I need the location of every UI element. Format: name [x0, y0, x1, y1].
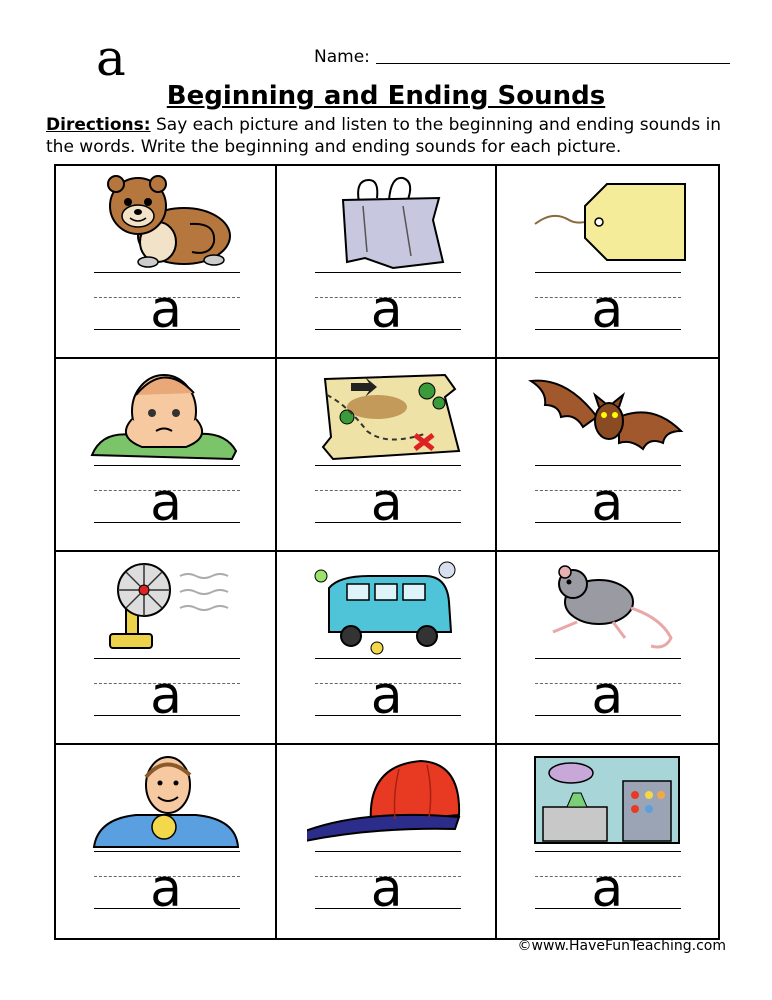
bat-icon: [527, 365, 687, 463]
writing-line-top[interactable]: [315, 272, 461, 273]
page-title: Beginning and Ending Sounds: [166, 81, 606, 111]
picture-cell: [497, 359, 718, 552]
man-icon: [86, 751, 246, 849]
picture-cell: [56, 359, 277, 552]
fan-icon: [86, 558, 246, 656]
writing-line-top[interactable]: [315, 658, 461, 659]
vowel-letter: a: [150, 473, 182, 533]
vowel-letter: a: [591, 280, 624, 340]
vowel-letter: a: [150, 859, 182, 919]
writing-line-top[interactable]: [535, 851, 681, 852]
vowel-letter: a: [591, 859, 624, 919]
writing-line-top[interactable]: [94, 851, 240, 852]
van-icon: [307, 558, 467, 656]
picture-grid: [54, 164, 720, 940]
vowel-letter: a: [150, 666, 182, 726]
writing-line-top[interactable]: [94, 465, 240, 466]
bag-icon: [307, 172, 467, 270]
picture-cell: [277, 552, 498, 745]
tag-icon: [527, 172, 687, 270]
directions-text: Say each picture and listen to the beginning and ending sounds in the words. Write the beginning and ending sounds for each picture.: [46, 115, 722, 157]
lab-icon: [527, 751, 687, 849]
map-icon: [307, 365, 467, 463]
picture-cell: [497, 745, 718, 938]
writing-line-top[interactable]: [94, 658, 240, 659]
vowel-letter: a: [370, 666, 403, 726]
picture-cell: [56, 552, 277, 745]
name-blank-line[interactable]: [376, 47, 730, 64]
cap-icon: [307, 751, 467, 849]
hamster-icon: [86, 172, 246, 270]
footer-credit: ©www.HaveFunTeaching.com: [517, 938, 726, 954]
writing-line-top[interactable]: [315, 851, 461, 852]
picture-cell: [277, 359, 498, 552]
name-label: Name:: [314, 47, 370, 67]
vowel-letter: a: [370, 473, 403, 533]
directions: [46, 114, 736, 158]
picture-cell: [277, 745, 498, 938]
writing-line-top[interactable]: [535, 658, 681, 659]
vowel-letter: a: [370, 859, 403, 919]
writing-line-top[interactable]: [535, 465, 681, 466]
writing-line-top[interactable]: [315, 465, 461, 466]
vowel-letter: a: [150, 280, 182, 340]
vowel-letter: a: [591, 473, 624, 533]
picture-cell: [277, 166, 498, 359]
writing-line-top[interactable]: [535, 272, 681, 273]
vowel-letter: a: [370, 280, 403, 340]
name-row: [314, 46, 730, 68]
picture-cell: [497, 166, 718, 359]
picture-cell: [497, 552, 718, 745]
rat-icon: [527, 558, 687, 656]
picture-cell: [56, 166, 277, 359]
vowel-letter: a: [591, 666, 624, 726]
directions-label: Directions:: [46, 115, 151, 135]
writing-line-top[interactable]: [94, 272, 240, 273]
sad-boy-icon: [86, 365, 246, 463]
worksheet-letter: a: [96, 29, 126, 87]
picture-cell: [56, 745, 277, 938]
